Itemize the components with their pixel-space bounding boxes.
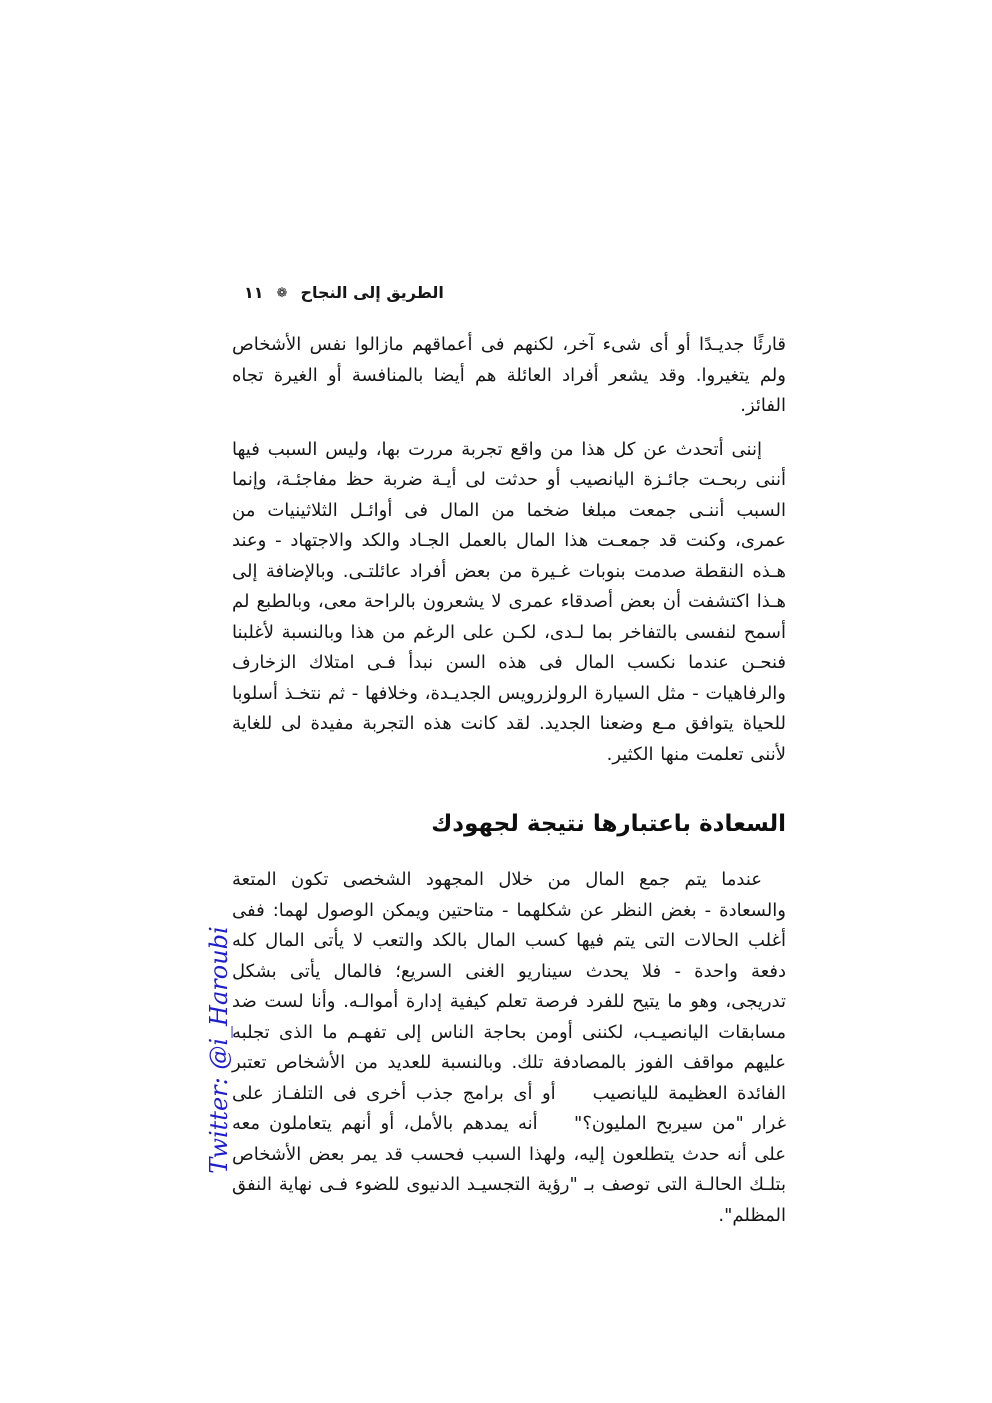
- watermark-twitter-handle: Twitter: @i_Haroubi: [205, 926, 233, 1174]
- paragraph-happiness-effort: عندما يتم جمع المال من خلال المجهود الشخصى تكون المتعة والسعادة - بغض النظر عن شكلهما - متاحتين ويمكن الوصول لهما: ففى أغلب الحالات التى يتم فيها كسب المال بالكد والتعب لا يأتى المال كله دفعة واحدة - فلا يحدث سيناريو الغنى السريع؛ فالمال يأتى بشكل تدريجى، وهو ما يتيح للفرد فرصة تعلم كيفية إدارة أموالـه. وأنا لست ضد مسابقات اليانصيـب، لكننى أومن بحاجة الناس إلى تفهـم ما الذى تجلبه عليهم مواقف الفوز بالمصادفة تلك. وبالنسبة للعديد من الأشخاص تعتبر الفائدة العظيمة لليانصيب أو أى برامج جذب أخرى فى التلفـاز على غرار "من سيربح المليون؟" أنه يمدهم بالأمل، أو أنهم يتعاملون معه على أنه حدث يتطلعون إليه، ولهذا السبب فحسب قد يمر بعض الأشخاص بتلـك الحالـة التى توصف بـ "رؤية التجسيـد الدنيوى للضوء فـى نهاية النفق المظلم".: [232, 869, 786, 1226]
- page-content: [232, 283, 786, 1231]
- page-header: [232, 283, 786, 303]
- section-heading: السعادة باعتبارها نتيجة لجهودك: [431, 811, 786, 837]
- running-title: الطريق إلى النجاح: [300, 283, 444, 302]
- paragraph-lottery-experience: إننى أتحدث عن كل هذا من واقع تجربة مررت بها، وليس السبب فيها أننى ربحـت جائـزة اليانصيب أو حدثت لى أيـة ضربة حظ مفاجئـة، وإنما السبب أننـى جمعت مبلغا ضخما من المال فى أوائـل الثلاثينيات من عمرى، وكنت قد جمعـت هذا المال بالعمل الجـاد والكد والاجتهاد - وعند هـذه النقطة صدمت بنوبات غـيرة من بعض أفراد عائلتـى. وبالإضافة إلى هـذا اكتشفت أن بعض أصدقاء عمرى لا يشعرون بالراحة معى، وبالطبع لم أسمح لنفسى بالتفاخر بما لـدى، لكـن على الرغم من هذا وبالنسبة لأغلبنا فنحـن عندما نكسب المال فى هذه السن نبدأ فـى امتلاك الزخارف والرفاهيات - مثل السيارة الرولزرويس الجديـدة، وخلافها - ثم نتخـذ أسلوبا للحياة يتوافق مـع وضعنا الجديد. لقد كانت هذه التجربة مفيدة لى للغاية لأننى تعلمت منها الكثير.: [232, 438, 786, 765]
- ornament-icon: ❁: [276, 285, 288, 301]
- paragraph-continuation: قارئًا جديـدًا أو أى شىء آخر، لكنهم فى أعماقهم مازالوا نفس الأشخاص ولم يتغيروا. وقد يشعر أفراد العائلة هم أيضا بالمنافسة أو الغيرة تجاه الفائز.: [232, 334, 786, 416]
- page-number: ١١: [244, 283, 264, 302]
